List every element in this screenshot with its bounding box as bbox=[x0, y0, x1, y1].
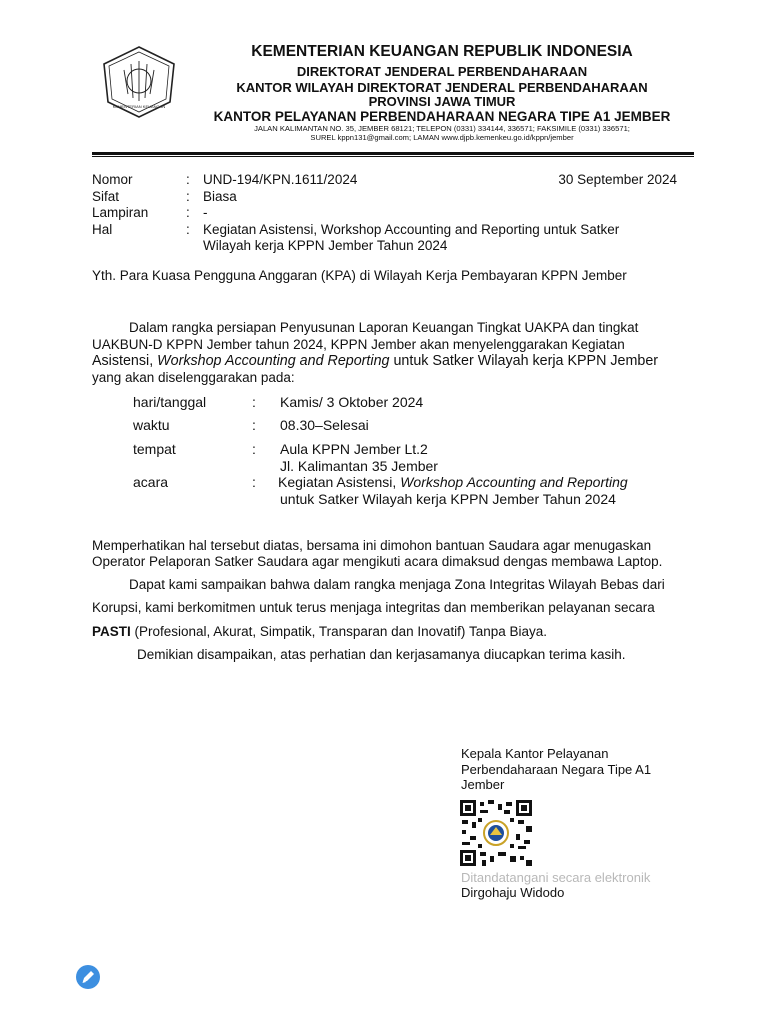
header-rule bbox=[92, 152, 694, 155]
event-label: acara bbox=[133, 474, 169, 490]
sifat-value: Biasa bbox=[203, 189, 237, 204]
pencil-icon bbox=[76, 965, 100, 989]
lampiran-label: Lampiran bbox=[92, 205, 149, 220]
day-colon: : bbox=[252, 394, 256, 410]
body-closing: Demikian disampaikan, atas perhatian dan kerjasamanya diucapkan terima kasih. bbox=[137, 647, 626, 662]
time-colon: : bbox=[252, 417, 256, 433]
body-p1-line1: Dalam rangka persiapan Penyusunan Laporan Keuangan Tingkat UAKPA dan tingkat bbox=[129, 320, 639, 335]
hal-value-line1: Kegiatan Asistensi, Workshop Accounting and Reporting untuk Satker bbox=[203, 222, 620, 237]
kop-ministry: KEMENTERIAN KEUANGAN REPUBLIK INDONESIA bbox=[251, 43, 633, 60]
lampiran-colon: : bbox=[186, 205, 190, 220]
signatory-title-line2: Perbendaharaan Negara Tipe A1 bbox=[461, 762, 652, 777]
place-colon: : bbox=[252, 441, 256, 457]
letter-date: 30 September 2024 bbox=[558, 172, 677, 187]
ministry-logo bbox=[98, 44, 180, 120]
day-value: Kamis/ 3 Oktober 2024 bbox=[280, 394, 424, 410]
body-p1-line2: UAKBUN-D KPPN Jember tahun 2024, KPPN Jember akan menyelenggarakan Kegiatan bbox=[92, 337, 625, 352]
hal-value-line2: Wilayah kerja KPPN Jember Tahun 2024 bbox=[203, 238, 448, 253]
recipient: Yth. Para Kuasa Pengguna Anggaran (KPA) di Wilayah Kerja Pembayaran KPPN Jember bbox=[92, 268, 627, 283]
lampiran-value: - bbox=[203, 205, 208, 220]
signatory-title-line3: Jember bbox=[461, 777, 505, 792]
sifat-label: Sifat bbox=[92, 189, 120, 204]
body-p3-line1: Dapat kami sampaikan bahwa dalam rangka menjaga Zona Integritas Wilayah Bebas dari bbox=[129, 577, 665, 592]
kop-office: KANTOR PELAYANAN PERBENDAHARAAN NEGARA TIPE A1 JEMBER bbox=[213, 109, 671, 124]
day-label: hari/tanggal bbox=[133, 394, 207, 410]
place-value-line2: Jl. Kalimantan 35 Jember bbox=[280, 458, 438, 474]
kop-directorate: DIREKTORAT JENDERAL PERBENDAHARAAN bbox=[296, 64, 588, 79]
place-label: tempat bbox=[133, 441, 176, 457]
signatory-name: Dirgohaju Widodo bbox=[461, 885, 565, 900]
qr-code-icon bbox=[460, 800, 532, 866]
nomor-label: Nomor bbox=[92, 172, 133, 187]
kop-contact: SUREL kppn131@gmail.com; LAMAN www.djpb.kemenkeu.go.id/kppn/jember bbox=[310, 133, 574, 142]
body-p1-line3: Asistensi, Workshop Accounting and Reporting untuk Satker Wilayah kerja KPPN Jember bbox=[92, 353, 659, 369]
time-value: 08.30–Selesai bbox=[280, 417, 369, 433]
edit-tool-button[interactable] bbox=[76, 965, 100, 989]
signatory-title-line1: Kepala Kantor Pelayanan bbox=[461, 746, 609, 761]
kop-regional-office: KANTOR WILAYAH DIREKTORAT JENDERAL PERBENDAHARAAN bbox=[236, 80, 648, 95]
hal-label: Hal bbox=[92, 222, 113, 237]
body-p3-line2: Korupsi, kami berkomitmen untuk terus menjaga integritas dan memberikan pelayanan secara bbox=[92, 600, 655, 615]
body-p2-line1: Memperhatikan hal tersebut diatas, bersama ini dimohon bantuan Saudara agar menugaskan bbox=[92, 538, 652, 553]
header-rule-thin bbox=[92, 156, 694, 157]
body-p2-line2: Operator Pelaporan Satker Saudara agar mengikuti acara dimaksud dengas membawa Laptop. bbox=[92, 554, 663, 569]
event-colon: : bbox=[252, 474, 256, 490]
body-p1-line4: yang akan diselenggarakan pada: bbox=[92, 370, 295, 385]
kop-province: PROVINSI JAWA TIMUR bbox=[368, 94, 516, 109]
kop-address: JALAN KALIMANTAN NO. 35, JEMBER 68121; TELEPON (0331) 334144, 336571; FAKSIMILE (0331) 336571; bbox=[254, 124, 630, 133]
time-label: waktu bbox=[133, 417, 170, 433]
body-p3-line3: PASTI (Profesional, Akurat, Simpatik, Transparan dan Inovatif) Tanpa Biaya. bbox=[92, 624, 547, 639]
hal-colon: : bbox=[186, 222, 190, 237]
place-value-line1: Aula KPPN Jember Lt.2 bbox=[280, 441, 428, 457]
event-value-line1: Kegiatan Asistensi, Workshop Accounting and Reporting bbox=[278, 474, 628, 490]
sifat-colon: : bbox=[186, 189, 190, 204]
event-value-line2: untuk Satker Wilayah kerja KPPN Jember Tahun 2024 bbox=[280, 491, 616, 507]
svg-text:KEMENTERIAN KEUANGAN: KEMENTERIAN KEUANGAN bbox=[112, 104, 166, 109]
e-signature-note: Ditandatangani secara elektronik bbox=[461, 870, 651, 885]
nomor-value: UND-194/KPN.1611/2024 bbox=[203, 172, 358, 187]
nomor-colon: : bbox=[186, 172, 190, 187]
